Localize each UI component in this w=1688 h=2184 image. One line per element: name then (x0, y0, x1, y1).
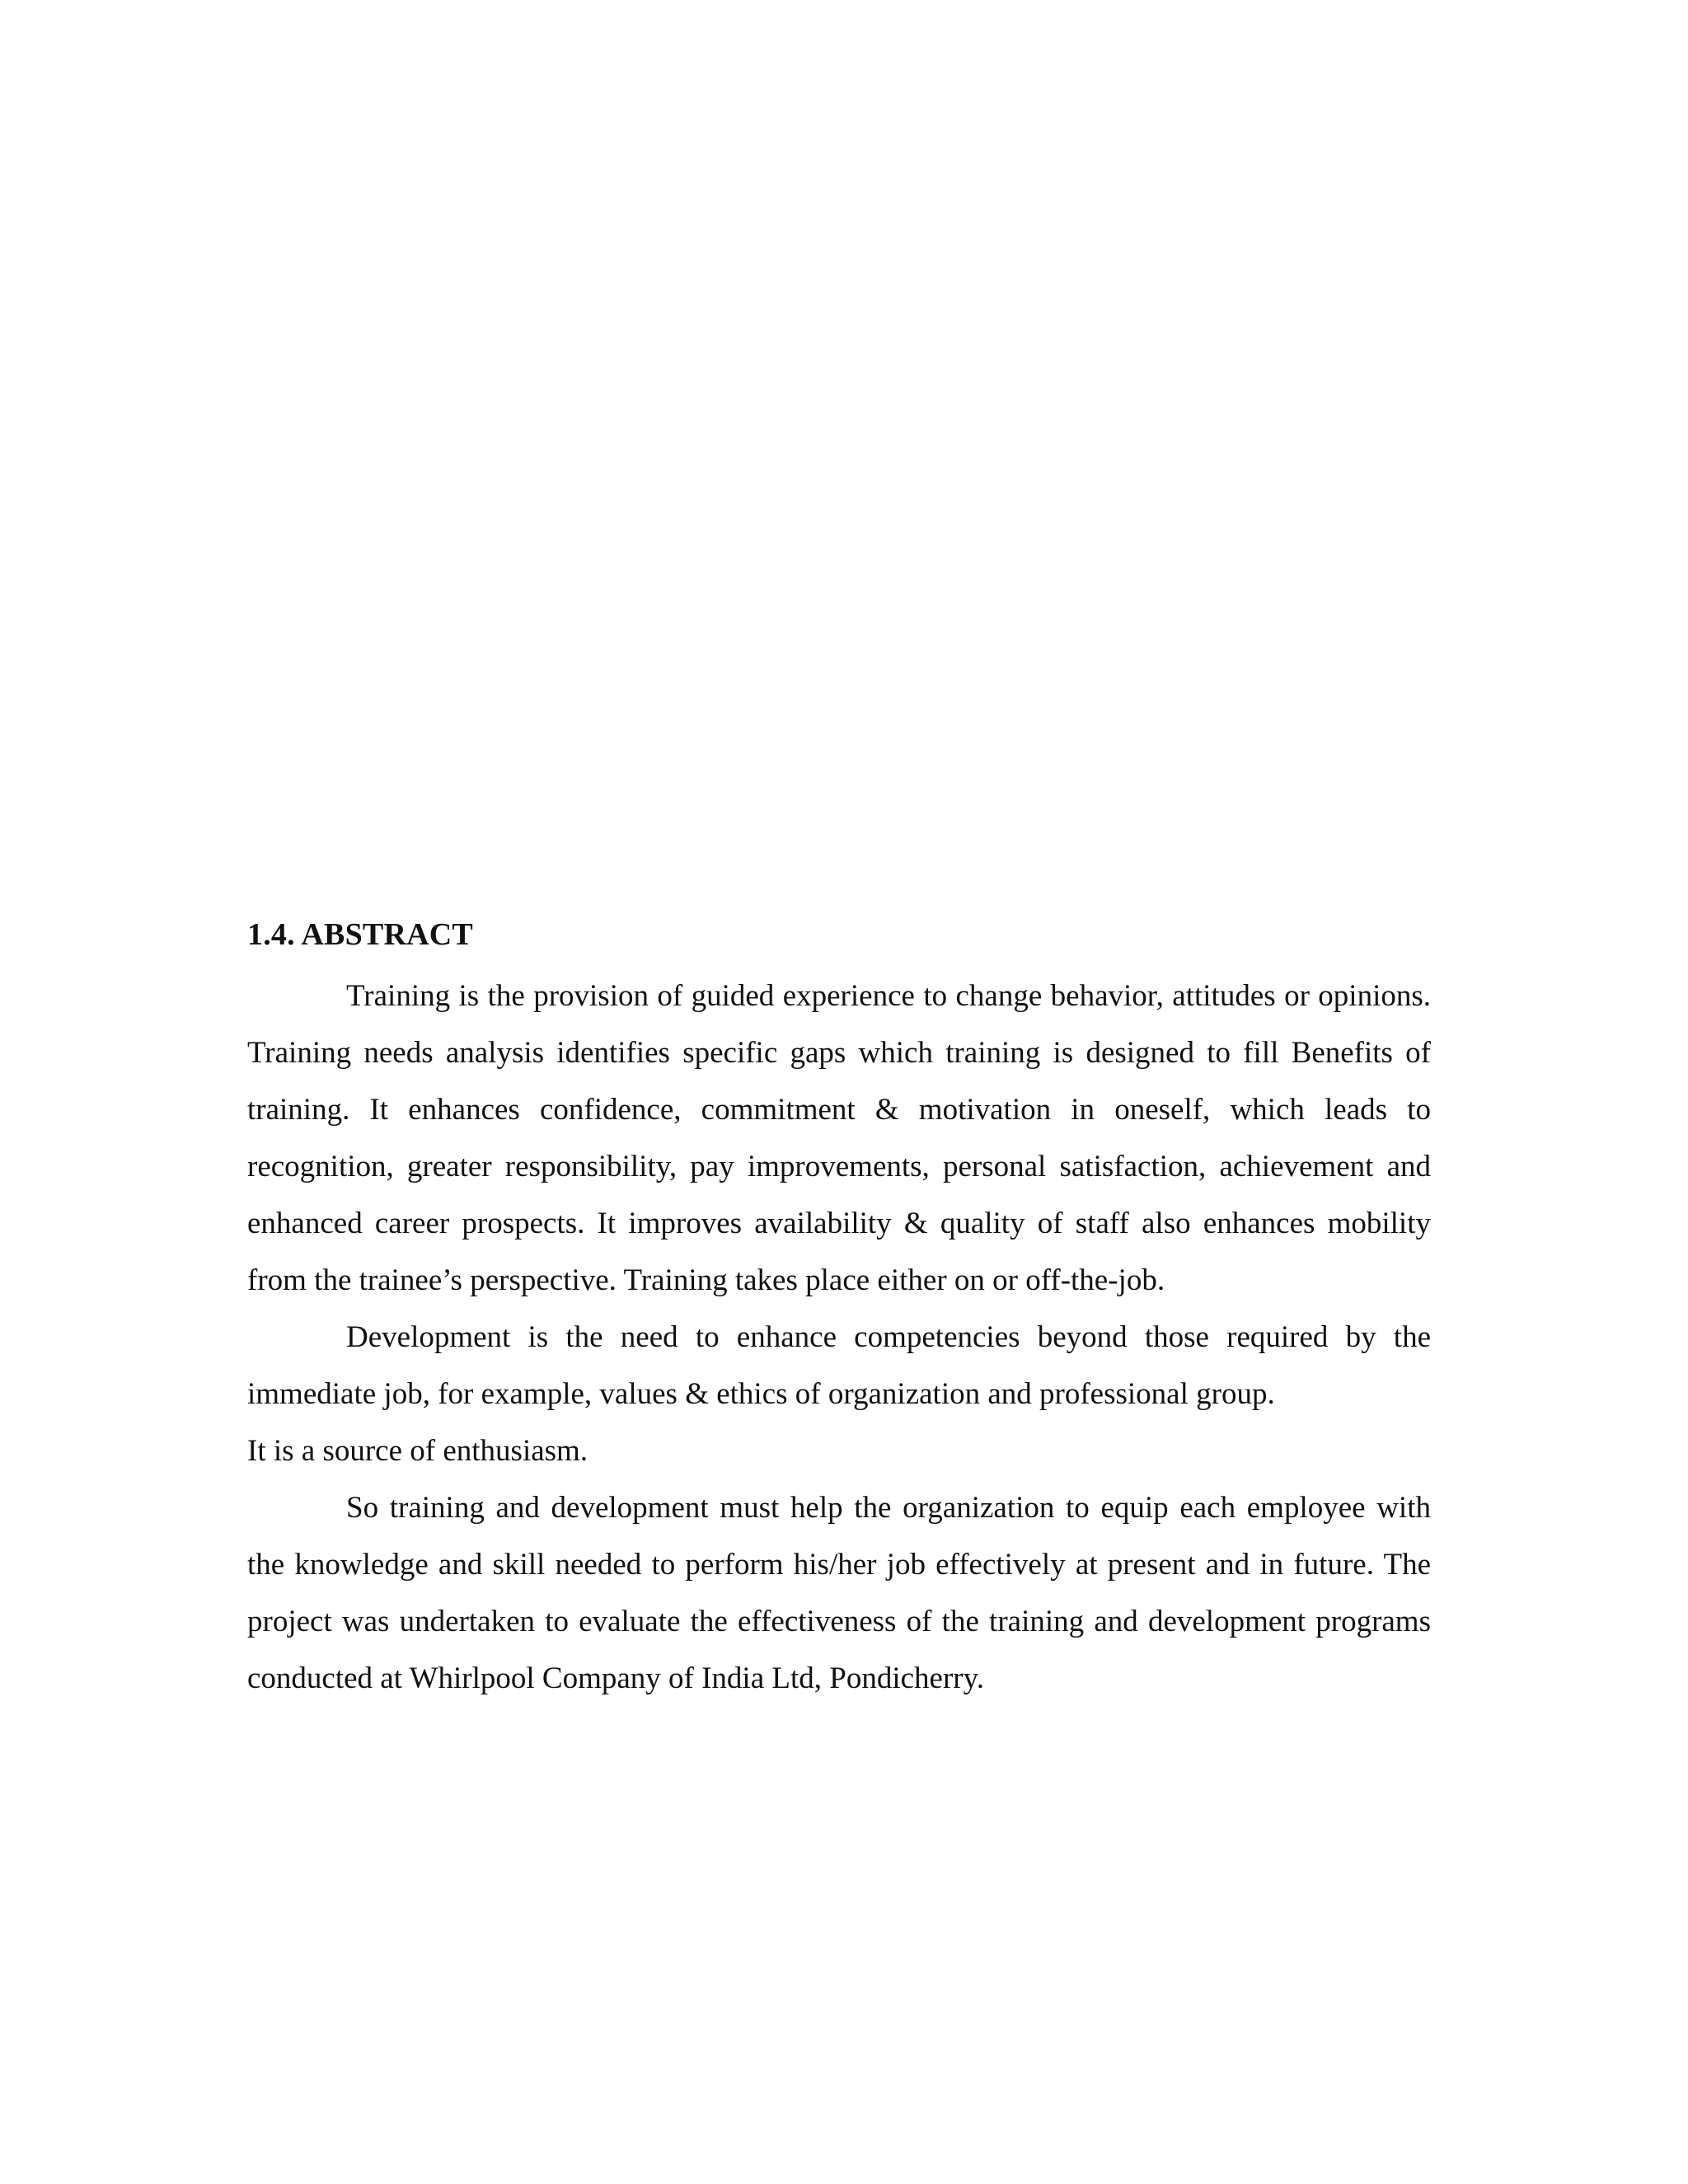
section-heading: 1.4. ABSTRACT (247, 917, 473, 952)
paragraph-enthusiasm: It is a source of enthusiasm. (247, 1434, 588, 1468)
abstract-section (247, 910, 1431, 1707)
paragraph-conclusion: So training and development must help the organization to equip each employee with the knowledge and skill needed to perform his/her job effectively at present and in future. The project was undertaken to evaluate the effectiveness of the training and development programs conducted at Whirlpool Company of India Ltd, Pondicherry. (247, 1491, 1431, 1695)
paragraph-development: Development is the need to enhance competencies beyond those required by the immediate job, for example, values & ethics of organization and professional group. (247, 1320, 1431, 1411)
paragraph-training: Training is the provision of guided experience to change behavior, attitudes or opinions. Training needs analysis identifies specific gaps which training is designed to fill Benefits of training. It enhances confidence, commitment & motivation in oneself, which leads to recognition, greater responsibility, pay improvements, personal satisfaction, achievement and enhanced career prospects. It improves availability & quality of staff also enhances mobility from the trainee’s perspective. Training takes place either on or off-the-job. (247, 979, 1431, 1297)
